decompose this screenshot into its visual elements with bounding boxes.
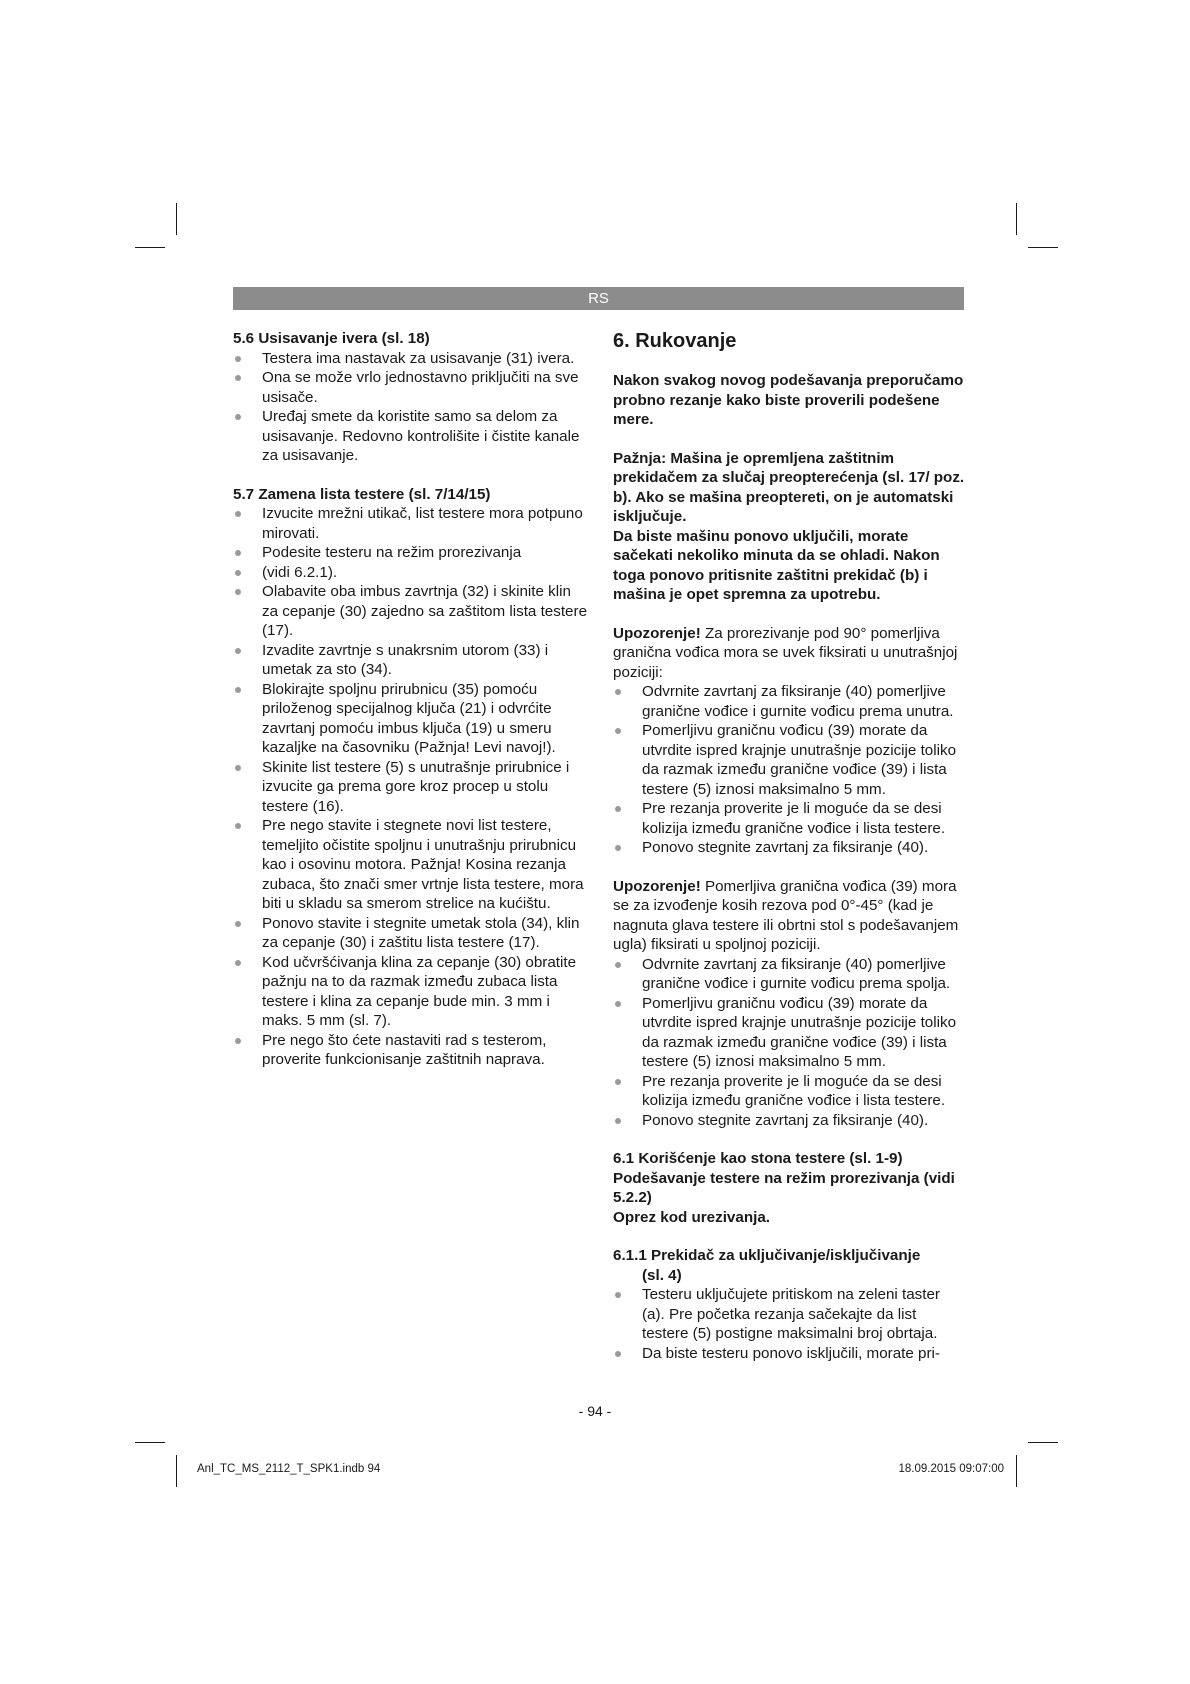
list-item: Pre rezanja proverite je li moguće da se desi kolizija između granične vođice i lista testere. bbox=[613, 1072, 965, 1111]
warning-1-list bbox=[613, 682, 965, 858]
list-item: Odvrnite zavrtanj za fiksiranje (40) pomerljive granične vođice i gurnite vođicu prema unutra. bbox=[613, 682, 965, 721]
section-5-6-list bbox=[233, 349, 588, 466]
list-item: Ponovo stegnite zavrtanj za fiksiranje (40). bbox=[613, 1111, 965, 1131]
list-item: Odvrnite zavrtanj za fiksiranje (40) pomerljive granične vođice i gurnite vođicu prema spolja. bbox=[613, 955, 965, 994]
right-column bbox=[613, 329, 965, 1363]
crop-mark bbox=[135, 1442, 165, 1443]
section-6-1-1-list bbox=[613, 1285, 965, 1363]
section-6-1-subtitle: Podešavanje testere na režim prorezivanja (vidi 5.2.2) bbox=[613, 1169, 955, 1206]
section-6-1-caution: Oprez kod urezivanja. bbox=[613, 1208, 770, 1226]
warning-label: Upozorenje! bbox=[613, 877, 701, 895]
crop-mark bbox=[1016, 1455, 1017, 1487]
list-item: Ponovo stegnite zavrtanj za fiksiranje (40). bbox=[613, 838, 965, 858]
list-item: Pomerljivu graničnu vođicu (39) morate da utvrdite ispred krajnje unutrašnje pozicije toliko da razmak između granične vođice (39) i lista testere (5) iznosi maksimalno 5 mm. bbox=[613, 721, 965, 799]
crop-mark bbox=[176, 203, 177, 235]
overload-warning: Pažnja: Mašina je opremljena zaštitnim prekidačem za slučaj preopterećenja (sl. 17/ poz. b). Ako se mašina preoptereti, on je automatski isključuje. bbox=[613, 449, 965, 525]
crop-mark bbox=[135, 247, 165, 248]
list-item: Izvadite zavrtnje s unakrsnim utorom (33) i umetak za sto (34). bbox=[233, 641, 588, 680]
warning-label: Upozorenje! bbox=[613, 624, 701, 642]
warning-2-list bbox=[613, 955, 965, 1131]
list-item: Pomerljivu graničnu vođicu (39) morate da utvrdite ispred krajnje unutrašnje pozicije toliko da razmak između granične vođice (39) i lista testere (5) iznosi maksimalno 5 mm. bbox=[613, 994, 965, 1072]
restart-note: Da biste mašinu ponovo uključili, morate sačekati nekoliko minuta da se ohladi. Nakon toga ponovo pritisnite zaštitni prekidač (b) i mašina je opet spremna za upotrebu. bbox=[613, 527, 940, 603]
section-6-title: 6. Rukovanje bbox=[613, 330, 737, 352]
footer-filename: Anl_TC_MS_2112_T_SPK1.indb 94 bbox=[197, 1463, 381, 1475]
list-item: Ona se može vrlo jednostavno priključiti na sve usisače. bbox=[233, 368, 588, 407]
list-item: Uređaj smete da koristite samo sa delom za usisavanje. Redovno kontrolišite i čistite kanale za usisavanje. bbox=[233, 407, 588, 466]
list-item: Da biste testeru ponovo isključili, morate pri- bbox=[613, 1344, 965, 1364]
language-code: RS bbox=[588, 290, 609, 307]
list-item: Skinite list testere (5) s unutrašnje prirubnice i izvucite ga prema gore kroz procep u stolu testere (16). bbox=[233, 758, 588, 817]
list-item: Ponovo stavite i stegnite umetak stola (34), klin za cepanje (30) i zaštitu lista testere (17). bbox=[233, 914, 588, 953]
list-item: Olabavite oba imbus zavrtnja (32) i skinite klin za cepanje (30) zajedno sa zaštitom lista testere (17). bbox=[233, 582, 588, 641]
crop-mark bbox=[1028, 1442, 1058, 1443]
list-item: (vidi 6.2.1). bbox=[233, 563, 588, 583]
section-5-7-title: 5.7 Zamena lista testere (sl. 7/14/15) bbox=[233, 485, 491, 503]
section-5-6-title: 5.6 Usisavanje ivera (sl. 18) bbox=[233, 330, 430, 347]
section-6-1-1-figure-ref: (sl. 4) bbox=[642, 1266, 682, 1284]
left-column bbox=[233, 329, 588, 1070]
list-item: Pre rezanja proverite je li moguće da se desi kolizija između granične vođice i lista testere. bbox=[613, 799, 965, 838]
footer-timestamp: 18.09.2015 09:07:00 bbox=[898, 1463, 1004, 1475]
section-6-1-title: 6.1 Korišćenje kao stona testere (sl. 1-9) bbox=[613, 1150, 903, 1167]
list-item: Izvucite mrežni utikač, list testere mora potpuno mirovati. bbox=[233, 504, 588, 543]
list-item: Pre nego stavite i stegnete novi list testere, temeljito očistite spoljnu i unutrašnju prirubnicu kao i osovinu motora. Pažnja! Kosina rezanja zubaca, što znači smer vrtnje lista testere, mora biti u skladu sa smerom strelice na kućištu. bbox=[233, 816, 588, 914]
list-item: Pre nego što ćete nastaviti rad s testerom, proverite funkcionisanje zaštitnih naprava. bbox=[233, 1031, 588, 1070]
warning-paragraph-1 bbox=[613, 624, 965, 683]
section-6-1-1-title: 6.1.1 Prekidač za uključivanje/isključivanje bbox=[613, 1247, 921, 1264]
section-5-7-list bbox=[233, 504, 588, 1070]
warning-text: Pomerljiva granična vođica (39) mora se za izvođenje kosih rezova pod 0°-45° (kad je nagnuta glava testere ili obrtni stol s podešavanjem ugla) fiksirati u spoljnoj poziciji. bbox=[613, 877, 959, 953]
warning-paragraph-2 bbox=[613, 877, 965, 955]
page-number: - 94 - bbox=[578, 1403, 612, 1419]
list-item: Podesite testeru na režim prorezivanja bbox=[233, 543, 588, 563]
list-item: Blokirajte spoljnu prirubnicu (35) pomoću priloženog specijalnog ključa (21) i odvrćite zavrtanj pomoću imbus ključa (19) u smeru kazaljke na časovniku (Pažnja! Levi navoj!). bbox=[233, 680, 588, 758]
language-header-bar bbox=[233, 287, 964, 310]
crop-mark bbox=[176, 1455, 177, 1487]
list-item: Testera ima nastavak za usisavanje (31) ivera. bbox=[233, 349, 588, 369]
intro-note: Nakon svakog novog podešavanja preporučamo probno rezanje kako biste proverili podešene mere. bbox=[613, 372, 964, 428]
warning-text: Za prorezivanje pod 90° pomerljiva granična vođica mora se uvek fiksirati u unutrašnjoj poziciji: bbox=[613, 624, 958, 681]
list-item: Testeru uključujete pritiskom na zeleni taster (a). Pre početka rezanja sačekajte da list testere (5) postigne maksimalni broj obrtaja. bbox=[613, 1285, 965, 1344]
crop-mark bbox=[1016, 203, 1017, 235]
list-item: Kod učvršćivanja klina za cepanje (30) obratite pažnju na to da razmak između zubaca lista testere i klina za cepanje bude min. 3 mm i maks. 5 mm (sl. 7). bbox=[233, 953, 588, 1031]
crop-mark bbox=[1028, 247, 1058, 248]
